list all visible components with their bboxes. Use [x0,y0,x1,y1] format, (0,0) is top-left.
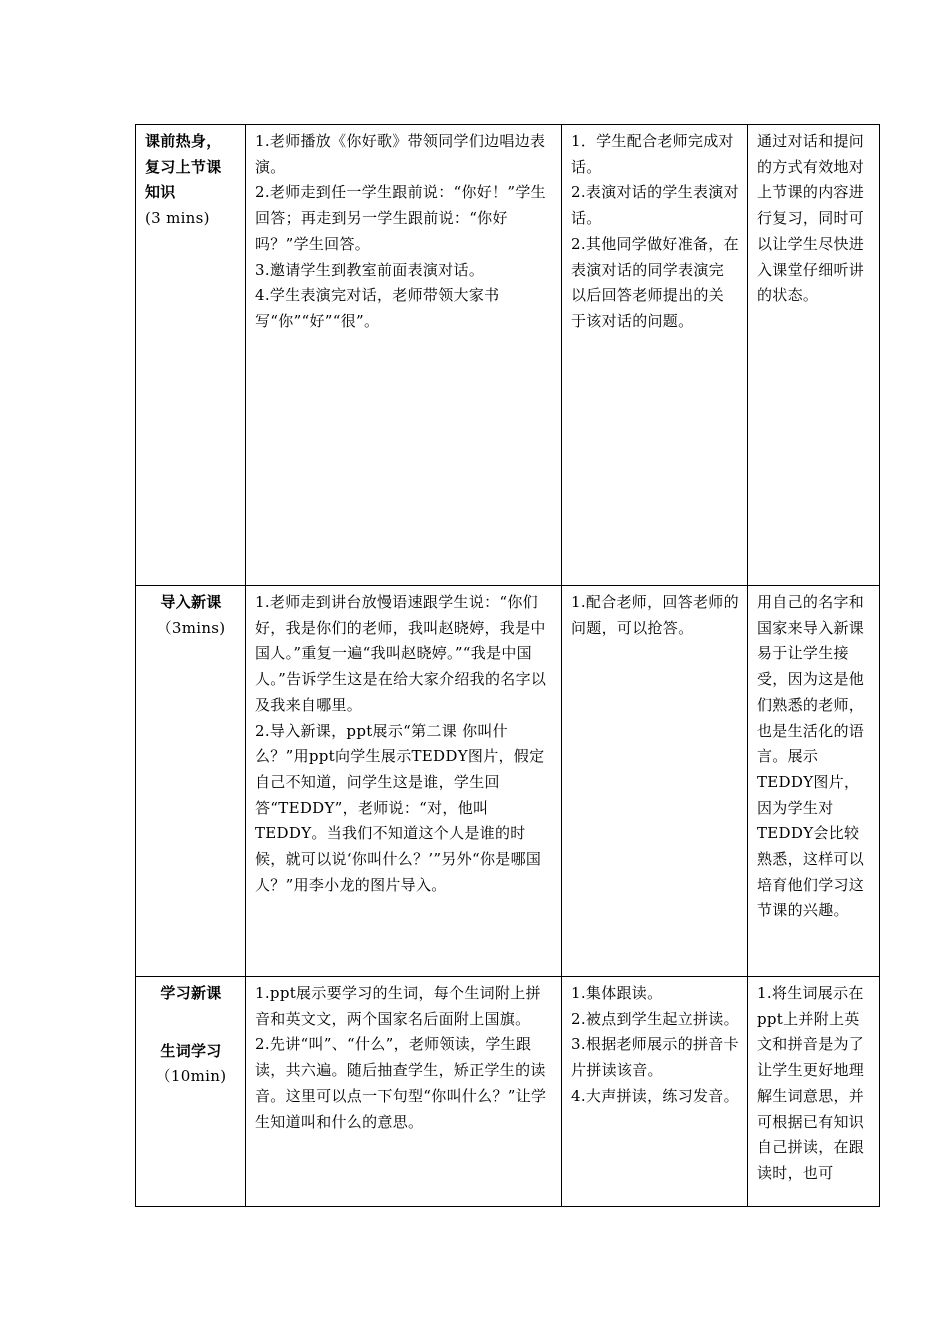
stage-cell [136,125,246,586]
teacher-activity-cell [246,586,562,977]
stage-title: 课前热身， [145,132,222,150]
table-row [136,977,880,1207]
stage-title: 复习上节课 [145,157,222,176]
purpose-cell [748,977,880,1207]
table-row [136,586,880,977]
stage-title: 学习新课 [160,984,222,1002]
student-step: 1．学生配合老师完成对话。 [571,132,734,176]
student-activity-cell [562,125,748,586]
teacher-step: 1.老师走到讲台放慢语速跟学生说：“你们好，我是你们的老师，我叫赵晓婷，我是中国人。”重复一遍“我叫赵晓婷。”“我是中国人。”告诉学生这是在给大家介绍我的名字以及我来自哪里。 [255,593,547,714]
teacher-step: 2.导入新课，ppt展示“第二课 你叫什么？”用ppt向学生展示TEDDY图片，假定自己不知道，问学生这是谁，学生回答“TEDDY”，老师说：“对，他叫TEDDY。当我们不知道这个人是谁的时候，就可以说‘你叫什么？’”另外“你是哪国人？”用李小龙的图片导入。 [255,721,545,894]
student-step: 2.其他同学做好准备，在表演对话的同学表演完以后回答老师提出的关于该对话的问题。 [571,234,739,330]
teacher-step: 1.ppt展示要学习的生词，每个生词附上拼音和英文文，两个国家名后面附上国旗。 [255,984,541,1028]
table-row [136,125,880,586]
student-activity-cell [562,977,748,1207]
stage-time: （10min) [155,1067,227,1086]
stage-title: 导入新课 [160,593,222,611]
stage-cell [136,586,246,977]
lesson-plan-table [135,124,880,1207]
purpose-cell [748,125,880,586]
teacher-step: 3.邀请学生到教室前面表演对话。 [255,260,485,279]
stage-title: 生词学习 [160,1041,222,1060]
teacher-activity-cell [246,977,562,1207]
teacher-activity-cell [246,125,562,586]
teacher-step: 4.学生表演完对话，老师带领大家书写“你”“好”“很”。 [255,286,500,330]
stage-time: （3mins) [156,618,226,637]
stage-cell [136,977,246,1207]
student-step: 3.根据老师展示的拼音卡片拼读该音。 [571,1035,739,1080]
student-activity-cell [562,586,748,977]
student-step: 2.被点到学生起立拼读。 [571,1009,739,1028]
stage-title: 知识 [145,183,176,202]
student-step: 1.集体跟读。 [571,984,663,1002]
purpose-text: 1.将生词展示在ppt上并附上英文和拼音是为了让学生更好地理解生词意思，并可根据已有知识自己拼读，在跟读时，也可 [757,984,865,1182]
teacher-step: 1.老师播放《你好歌》带领同学们边唱边表演。 [255,132,546,176]
teacher-step: 2.老师走到任一学生跟前说：“你好！”学生回答；再走到另一学生跟前说：“你好吗？”学生回答。 [255,183,546,253]
student-step: 2.表演对话的学生表演对话。 [571,183,739,228]
purpose-text: 用自己的名字和国家来导入新课易于让学生接受，因为这是他们熟悉的老师，也是生活化的语言。展示TEDDY图片，因为学生对TEDDY会比较熟悉，这样可以培育他们学习这节课的兴趣。 [757,593,865,920]
purpose-cell [748,586,880,977]
student-step: 4.大声拼读，练习发音。 [571,1086,739,1105]
teacher-step: 2.先讲“叫”、“什么”，老师领读，学生跟读，共六遍。随后抽查学生，矫正学生的读音。这里可以点一下句型“你叫什么？”让学生知道叫和什么的意思。 [255,1035,547,1131]
purpose-text: 通过对话和提问的方式有效地对上节课的内容进行复习，同时可以让学生尽快进入课堂仔细听讲的状态。 [757,132,865,305]
stage-time: (3 mins) [145,209,210,228]
student-step: 1.配合老师，回答老师的问题，可以抢答。 [571,593,739,637]
